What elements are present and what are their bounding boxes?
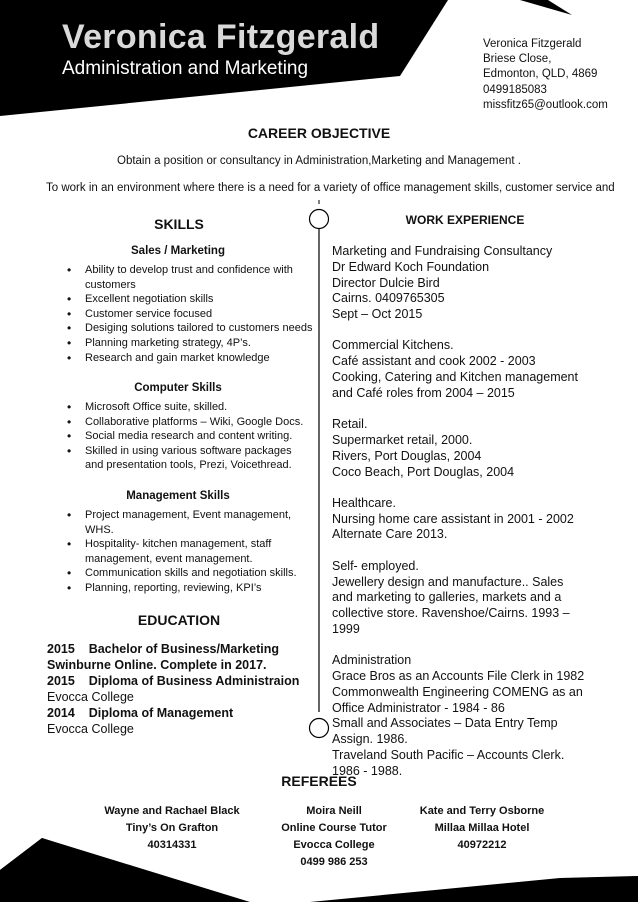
work-line: Small and Associates – Data Entry Temp Assign. 1986. — [332, 716, 558, 747]
list-item: • Desiging solutions tailored to customers needs — [63, 321, 313, 336]
list-item: • Excellent negotiation skills — [63, 292, 313, 307]
education-title: EDUCATION — [137, 612, 221, 628]
contact-city: Edmonton, QLD, 4869 — [483, 68, 598, 81]
list-item: • Communication skills and negotiation skills. — [63, 566, 303, 581]
work-line: Self- employed. — [332, 558, 419, 573]
list-item: • Planning marketing strategy, 4P’s. — [63, 336, 313, 351]
contact-name: Veronica Fitzgerald — [483, 38, 582, 50]
referee-name: Moira Neill — [306, 805, 362, 817]
work-line: Traveland South Pacific – Accounts Clerk. 1986 - 1988. — [332, 748, 565, 778]
list-item: • Customer service focused — [63, 307, 313, 322]
referee-phone: 40314331 — [147, 839, 197, 851]
work-line: Cooking, Catering and Kitchen management and Café roles from 2004 – 2015 — [332, 370, 578, 400]
referee-name: Kate and Terry Osborne — [419, 805, 545, 817]
work-line: Nursing home care assistant in 2001 - 2002 — [332, 511, 574, 526]
work-line: Coco Beach, Port Douglas, 2004 — [332, 464, 515, 479]
work-line: Commonwealth Engineering COMENG as an Office Administrator - 1984 - 86 — [332, 684, 583, 715]
education-line: 2014 Diploma of Management — [47, 705, 234, 720]
education-block — [47, 642, 307, 737]
referee-phone: 40972212 — [457, 839, 507, 851]
referee-org-2: Evocca College — [293, 839, 375, 851]
work-line: Rivers, Port Douglas, 2004 — [332, 448, 482, 463]
footer-banner — [0, 836, 638, 902]
management-skill-list — [63, 508, 303, 596]
work-line: Cairns. 0409765305 — [332, 291, 445, 306]
referee-org: Tiny’s On Grafton — [125, 822, 219, 834]
work-line: Director Dulcie Bird — [332, 275, 440, 290]
work-experience-title: WORK EXPERIENCE — [405, 213, 525, 227]
work-entry — [332, 559, 587, 638]
referees-title: REFEREES — [281, 773, 357, 789]
computer-skills-title: Computer Skills — [134, 382, 222, 394]
work-experience-list — [332, 244, 587, 795]
education-line: Swinburne Online. Complete in 2017. — [47, 657, 267, 672]
sales-marketing-title: Sales / Marketing — [131, 245, 225, 257]
management-skills-title: Management Skills — [126, 490, 230, 502]
list-item: • Project management, Event management, WHS. — [63, 508, 303, 537]
contact-block — [483, 37, 608, 113]
objective-line-2: To work in an environment where there is a need for a variety of office management skills, customer service and — [46, 182, 615, 194]
career-objective-title: CAREER OBJECTIVE — [247, 125, 391, 141]
skills-title: SKILLS — [154, 216, 204, 232]
list-item: • Microsoft Office suite, skilled. — [63, 400, 313, 415]
list-item: • Collaborative platforms – Wiki, Google Docs. — [63, 415, 313, 430]
list-item: • Social media research and content writing. — [63, 429, 313, 444]
contact-phone: 0499185083 — [483, 83, 547, 96]
work-line: Commercial Kitchens. — [332, 338, 454, 353]
work-line: Grace Bros as an Accounts File Clerk in 1982 — [332, 669, 585, 684]
referee-phone: 0499 986 253 — [300, 856, 368, 868]
work-line: Alternate Care 2013. — [332, 527, 448, 542]
computer-skill-list — [63, 400, 313, 473]
candidate-role: Administration and Marketing — [62, 58, 309, 79]
list-item: • Hospitality- kitchen management, staff management, event management. — [63, 537, 303, 566]
referee-org: Millaa Millaa Hotel — [434, 822, 530, 834]
work-line: Healthcare. — [332, 495, 396, 510]
work-line: Administration — [332, 653, 412, 668]
work-line: Dr Edward Koch Foundation — [332, 259, 490, 274]
contact-email: missfitz65@outlook.com — [483, 98, 608, 111]
sales-skill-list — [63, 263, 313, 365]
work-entry — [332, 338, 587, 401]
work-entry — [332, 244, 587, 323]
objective-line-1: Obtain a position or consultancy in Administration,Marketing and Management . — [117, 155, 521, 167]
list-item: • Planning, reporting, reviewing, KPI’s — [63, 581, 303, 596]
candidate-name: Veronica Fitzgerald — [62, 18, 380, 56]
work-entry — [332, 496, 587, 543]
work-line: Retail. — [332, 417, 368, 432]
referee-org: Online Course Tutor — [281, 822, 387, 834]
education-line: Evocca College — [47, 689, 134, 704]
work-line: Marketing and Fundraising Consultancy — [332, 244, 553, 258]
work-line: Café assistant and cook 2002 - 2003 — [332, 354, 536, 369]
education-line: Evocca College — [47, 721, 134, 736]
education-line: 2015 Bachelor of Business/Marketing — [47, 642, 280, 656]
list-item: • Skilled in using various software packages and presentation tools, Prezi, Voicethread. — [63, 444, 313, 473]
referee-name: Wayne and Rachael Black — [104, 805, 240, 817]
work-line: Jewellery design and manufacture.. Sales and marketing to galleries, markets and a collective store. Ravenshoe/Cairns. 1993 – 1999 — [332, 574, 570, 636]
work-line: Supermarket retail, 2000. — [332, 432, 473, 447]
work-line: Sept – Oct 2015 — [332, 307, 423, 322]
list-item: • Ability to develop trust and confidence with customers — [63, 263, 313, 292]
work-entry — [332, 653, 587, 779]
contact-street: Briese Close, — [483, 53, 552, 66]
education-line: 2015 Diploma of Business Administraion — [47, 673, 300, 688]
list-item: • Research and gain market knowledge — [63, 351, 313, 366]
work-entry — [332, 417, 587, 480]
